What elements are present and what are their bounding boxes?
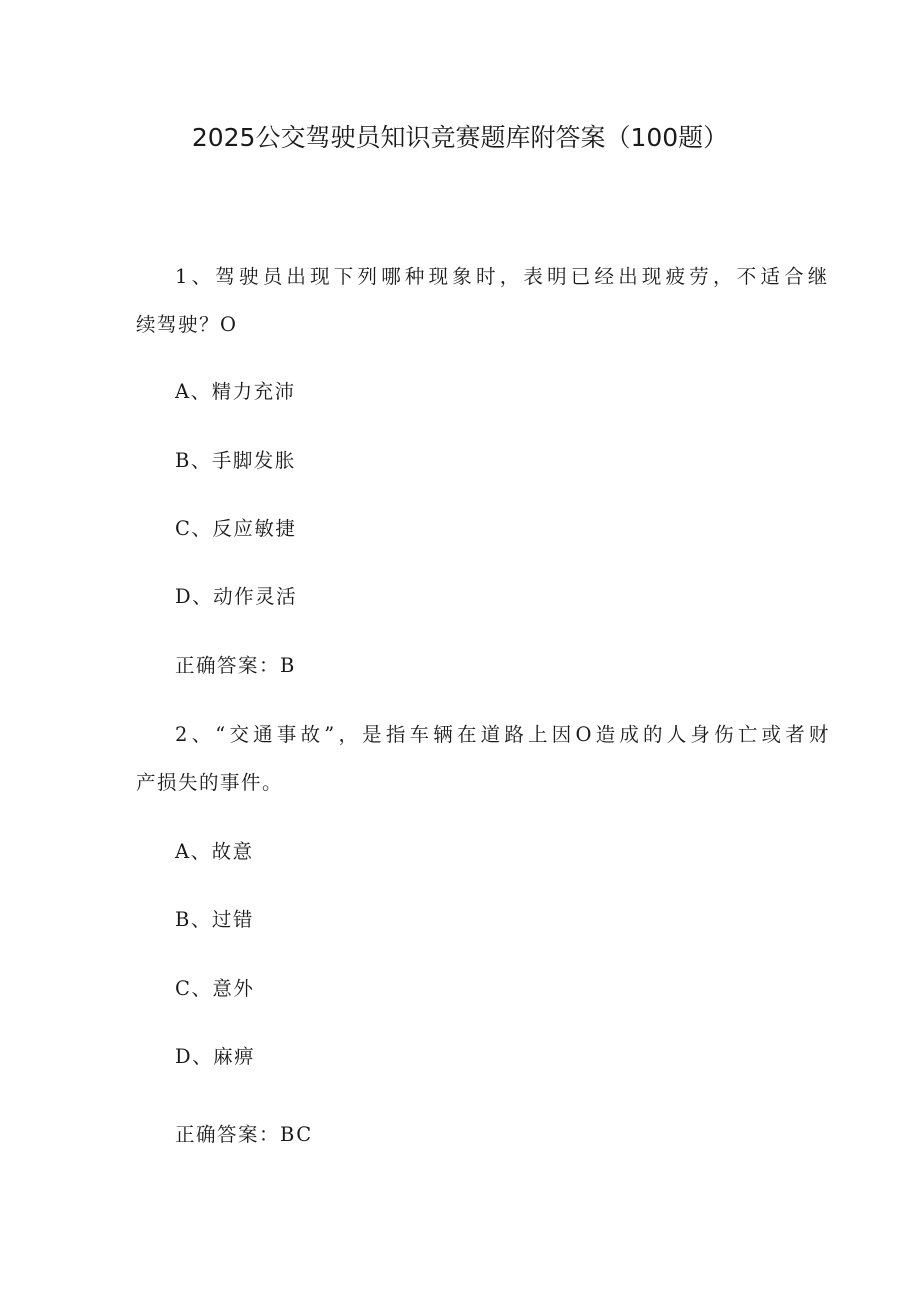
question-1-stem-line-2: 续驾驶？O	[136, 313, 238, 336]
question-1-option-d: D、动作灵活	[175, 585, 298, 608]
question-1-option-a: A、精力充沛	[175, 380, 296, 403]
document-title: 2025公交驾驶员知识竞赛题库附答案（100题）	[191, 123, 729, 152]
question-2-stem-line-2: 产损失的事件。	[136, 771, 284, 794]
question-2-option-b: B、过错	[175, 908, 254, 931]
question-2-option-d: D、麻痹	[175, 1045, 256, 1068]
question-2-answer: 正确答案：BC	[175, 1123, 313, 1146]
question-1-option-b: B、手脚发胀	[175, 449, 296, 472]
question-1-answer: 正确答案：B	[175, 654, 296, 677]
question-2-option-a: A、故意	[175, 840, 254, 863]
question-1-option-c: C、反应敏捷	[175, 517, 297, 540]
question-2-option-c: C、意外	[175, 977, 255, 1000]
question-1-stem-line-1: 1、驾驶员出现下列哪种现象时，表明已经出现疲劳，不适合继	[175, 265, 832, 288]
question-2-stem-line-1: 2、“交通事故”，是指车辆在道路上因O造成的人身伤亡或者财	[175, 723, 833, 746]
